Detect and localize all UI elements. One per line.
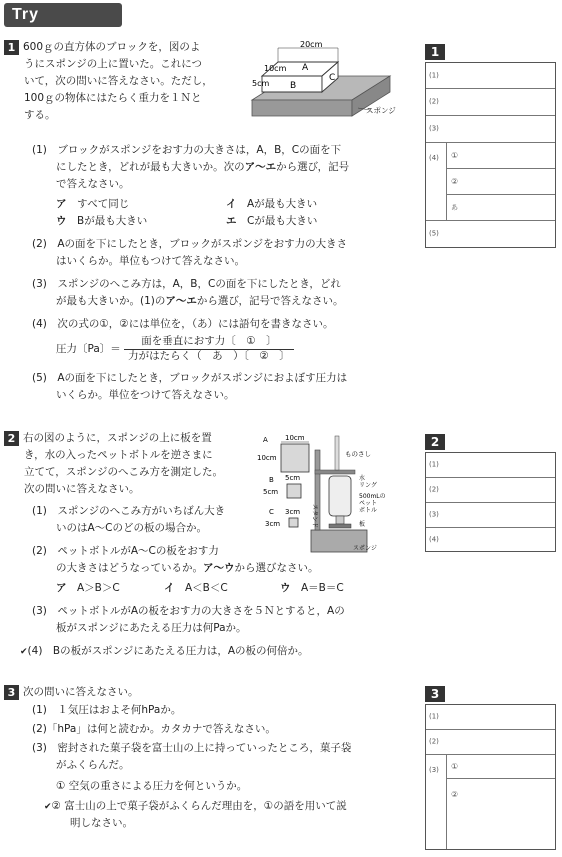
- q1-formula: 圧力〔Pa〕＝ $\frac{\text{面を垂直におす力〔 ① 〕}}{\text{力がはたらく（ あ ）〔 ② 〕}}$: [56, 335, 294, 363]
- answer1-box: [425, 62, 556, 248]
- q1-intro-line1: 1 600ｇの直方体のブロックを，図のよ: [4, 39, 200, 55]
- q2-s3-line2: 板がスポンジにあたえる圧力は何Paか。: [56, 622, 247, 634]
- svg-text:リング: リング: [359, 482, 377, 489]
- answer2-head: 2: [425, 434, 445, 450]
- q2-intro-line2: き，水の入ったペットボトルを逆さまに: [24, 449, 213, 461]
- q2-choice-row: ア A＞B＞C イ A＜B＜C ウ A＝B＝C: [56, 582, 344, 594]
- q2-s1-line1: (1) スポンジのへこみ方がいちばん大き: [32, 505, 226, 517]
- svg-text:C: C: [269, 508, 274, 516]
- answer3-row2[interactable]: (2): [426, 730, 555, 755]
- svg-text:5cm: 5cm: [263, 488, 279, 496]
- svg-text:ペット: ペット: [359, 500, 378, 507]
- try-badge: Try: [4, 3, 122, 27]
- q1-fig-width: 20cm: [300, 40, 323, 49]
- svg-text:5cm: 5cm: [285, 474, 301, 482]
- q2-s4-line1: ✔(4) Bの板がスポンジにあたえる圧力は，Aの板の何倍か。: [20, 645, 309, 657]
- answer1-head: 1: [425, 44, 445, 60]
- answer1-row3[interactable]: (3): [426, 116, 555, 143]
- q1-s1-line2: にしたとき，どれが最も大きいか。次のア～エから選び，記号: [56, 161, 350, 173]
- q1-s4-line1: (4) 次の式の①，②には単位を，（あ）には語句を書きなさい。: [32, 318, 334, 330]
- svg-text:水: 水: [359, 475, 366, 482]
- svg-text:3cm: 3cm: [265, 520, 281, 528]
- answer3-box: [425, 704, 556, 850]
- q1-s3-line2: が最も大きいか。(1)のア～エから選び，記号で答えなさい。: [56, 295, 344, 307]
- svg-text:A: A: [263, 436, 268, 444]
- q1-s2-line2: はいくらか。単位もつけて答えなさい。: [56, 255, 245, 267]
- q3-s3-line2: がふくらんだ。: [56, 759, 130, 771]
- q2-s3-line1: (3) ペットボトルがAの板をおす力の大きさを５Ｎとすると，Aの: [32, 605, 345, 617]
- q1-choice-row2: ウ Bが最も大きい エ Cが最も大きい: [56, 215, 318, 227]
- q3-s3-2-line1: ✔② 富士山の上で菓子袋がふくらんだ理由を，①の語を用いて説: [44, 800, 347, 812]
- answer1-row4-sub2[interactable]: ②: [447, 169, 555, 195]
- q2-experiment-figure: [255, 430, 415, 560]
- q1-intro-line3: いて，次の問いに答えなさい。ただし，: [24, 75, 213, 87]
- q3-s3-1: ① 空気の重さによる圧力を何というか。: [56, 780, 248, 792]
- q2-s2-line1: (2) ペットボトルがA～Cの板をおす力: [32, 545, 219, 557]
- q1-fig-face-a: A: [302, 63, 309, 73]
- svg-text:500mLの: 500mLの: [359, 493, 386, 500]
- q2-intro-line3: 立てて，スポンジのへこみ方を測定した。: [24, 466, 224, 478]
- q1-s3-line1: (3) スポンジのへこみ方は，A，B，Cの面を下にしたとき，どれ: [32, 278, 341, 290]
- answer1-row4-sub3[interactable]: あ: [451, 203, 458, 212]
- answer3-row3-sub1[interactable]: ①: [447, 755, 555, 779]
- answer2-row4[interactable]: (4): [429, 535, 439, 544]
- q2-number: 2: [4, 431, 19, 446]
- answer3-row3-sub2[interactable]: ②: [451, 790, 459, 799]
- answer2-box: [425, 452, 556, 552]
- svg-text:10cm: 10cm: [285, 434, 305, 442]
- q1-intro-line2: うにスポンジの上に置いた。これにつ: [24, 58, 203, 70]
- q2-s1-line2: いのはA～Cのどの板の場合か。: [56, 522, 208, 534]
- q3-s3-line1: (3) 密封された菓子袋を富士山の上に持っていったところ，菓子袋: [32, 742, 352, 754]
- q2-intro-line1: 2 右の図のように，スポンジの上に板を置: [4, 430, 212, 446]
- q3-s1: (1) １気圧はおよそ何hPaか。: [32, 704, 182, 716]
- svg-text:10cm: 10cm: [257, 454, 277, 462]
- q1-s1-line1: (1) ブロックがスポンジをおす力の大きさは，A，B，Cの面を下: [32, 144, 342, 156]
- svg-text:スタンド: スタンド: [311, 504, 318, 529]
- answer1-row5[interactable]: (5): [429, 229, 439, 238]
- answer3-row3: (3) ① ②: [426, 755, 555, 849]
- svg-text:B: B: [269, 476, 274, 484]
- q1-s1-line3: で答えなさい。: [56, 178, 130, 190]
- q1-fig-face-c: C: [329, 73, 336, 83]
- svg-text:ボトル: ボトル: [359, 507, 378, 514]
- answer2-row1[interactable]: (1): [426, 453, 555, 478]
- answer1-row2[interactable]: (2): [426, 89, 555, 116]
- answer3-head: 3: [425, 686, 445, 702]
- answer3-row1[interactable]: (1): [426, 705, 555, 730]
- q3-s2: (2)「hPa」は何と読むか。カタカナで答えなさい。: [32, 723, 276, 735]
- q3-intro: 3 次の問いに答えなさい。: [4, 684, 139, 700]
- svg-text:板: 板: [359, 521, 366, 528]
- answer1-row4: (4) ① ② あ: [426, 143, 555, 221]
- q1-fig-depth: 5cm: [252, 79, 270, 88]
- q1-s2-line1: (2) Aの面を下にしたとき，ブロックがスポンジをおす力の大きさ: [32, 238, 348, 250]
- q1-number: 1: [4, 40, 19, 55]
- svg-text:ものさし: ものさし: [345, 450, 371, 458]
- q1-fig-face-b: B: [290, 81, 297, 91]
- svg-text:スポンジ: スポンジ: [353, 545, 377, 552]
- q3-number: 3: [4, 685, 19, 700]
- answer2-row2[interactable]: (2): [426, 478, 555, 503]
- q2-intro-line4: 次の問いに答えなさい。: [24, 483, 140, 495]
- q1-intro-line5: する。: [24, 109, 56, 121]
- q1-choice-row1: ア すべて同じ イ Aが最も大きい: [56, 198, 318, 210]
- q1-s5-line1: (5) Aの面を下にしたとき，ブロックがスポンジにおよぼす圧力は: [32, 372, 348, 384]
- q1-s5-line2: いくらか。単位をつけて答えなさい。: [56, 389, 235, 401]
- q1-block-figure: [240, 38, 400, 130]
- answer1-row1[interactable]: (1): [426, 63, 555, 89]
- q3-s3-2-line2: 明しなさい。: [70, 817, 133, 829]
- answer1-row4-sub1[interactable]: ①: [447, 143, 555, 169]
- q1-fig-sponge: スポンジ: [366, 106, 396, 115]
- q2-s2-line2: の大きさはどうなっているか。ア～ウから選びなさい。: [56, 562, 319, 574]
- answer2-row3[interactable]: (3): [426, 503, 555, 528]
- svg-text:3cm: 3cm: [285, 508, 301, 516]
- q1-intro-line4: 100ｇの物体にはたらく重力を１Ｎと: [24, 92, 202, 104]
- q1-fig-height: 10cm: [264, 64, 287, 73]
